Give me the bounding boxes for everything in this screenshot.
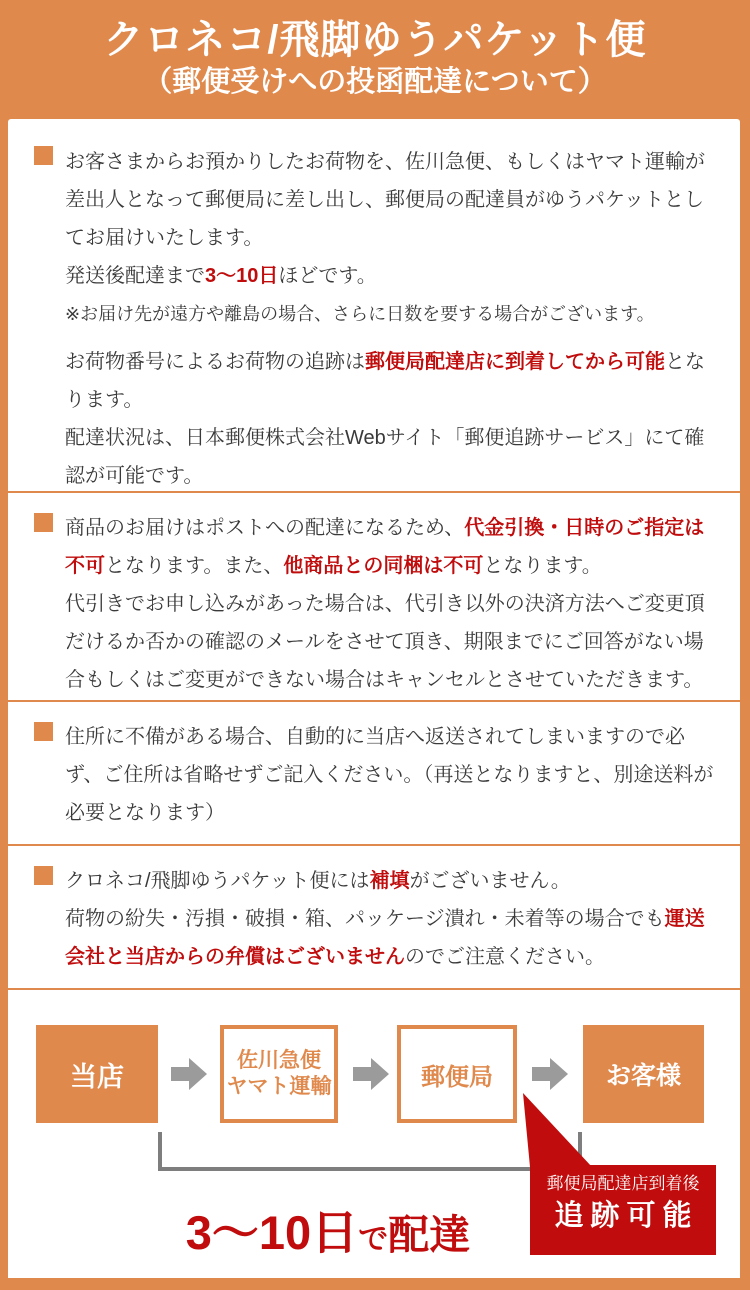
flow-box-customer bbox=[583, 1025, 704, 1123]
flow-box-label: 佐川急便 bbox=[237, 1049, 321, 1072]
flow-box-carriers bbox=[220, 1025, 338, 1123]
flow-box-shop bbox=[36, 1025, 158, 1123]
paragraph: 代引きでお申し込みがあった場合は、代引き以外の決済方法へご変更頂だけるか否かの確認のメールをさせて頂き、期限までにご回答がない場合もしくはご変更ができない場合はキャンセルとさせていただきます。 bbox=[65, 593, 705, 691]
paragraph: クロネコ/飛脚ゆうパケット便には補填がございません。 bbox=[65, 870, 571, 892]
bullet-square-icon bbox=[34, 866, 53, 885]
page-header bbox=[0, 0, 750, 119]
section-delivery-overview bbox=[8, 119, 740, 493]
bullet-square-icon bbox=[34, 513, 53, 532]
duration-bracket bbox=[158, 1132, 582, 1171]
bullet-square-icon bbox=[34, 722, 53, 741]
paragraph: 住所に不備がある場合、自動的に当店へ返送されてしまいますので必ず、ご住所は省略せずご記入ください。（再送となりますと、別途送料が必要となります） bbox=[65, 726, 714, 824]
right-arrow-icon bbox=[353, 1056, 389, 1092]
flow-box-post-office bbox=[397, 1025, 517, 1123]
paragraph: お荷物番号によるお荷物の追跡は郵便局配達店に到着してから可能となります。 bbox=[65, 351, 705, 411]
delivery-flow-diagram bbox=[8, 990, 740, 1278]
callout-line2: 追跡可能 bbox=[554, 1200, 699, 1232]
remote-area-note: ※お届け先が遠方や離島の場合、さらに日数を要する場合がございます。 bbox=[65, 304, 655, 324]
duration-label: 3〜10日で配達 bbox=[185, 1206, 471, 1259]
paragraph: 荷物の紛失・汚損・破損・箱、パッケージ潰れ・未着等の場合でも運送会社と当店からの弁償はございませんのでご注意ください。 bbox=[65, 908, 705, 968]
page-subtitle: （郵便受けへの投函配達について） bbox=[143, 66, 607, 98]
content-panel bbox=[8, 119, 740, 1278]
right-arrow-icon bbox=[532, 1056, 568, 1092]
section-no-compensation bbox=[8, 846, 740, 990]
tracking-callout bbox=[530, 1165, 716, 1255]
callout-line1: 郵便局配達店到着後 bbox=[546, 1174, 700, 1193]
flow-box-label: お客様 bbox=[605, 1062, 681, 1090]
section-post-restrictions bbox=[8, 493, 740, 702]
paragraph: 発送後配達まで3〜10日ほどです。 bbox=[65, 265, 377, 287]
right-arrow-icon bbox=[171, 1056, 207, 1092]
section-address bbox=[8, 702, 740, 846]
flow-box-label: 郵便局 bbox=[421, 1063, 493, 1091]
flow-box-label: ヤマト運輸 bbox=[226, 1075, 332, 1098]
bullet-square-icon bbox=[34, 146, 53, 165]
flow-box-label: 当店 bbox=[70, 1061, 124, 1092]
paragraph: 配達状況は、日本郵便株式会社Webサイト「郵便追跡サービス」にて確認が可能です。 bbox=[65, 427, 705, 487]
paragraph: お客さまからお預かりしたお荷物を、佐川急便、もしくはヤマト運輸が差出人となって郵便局に差し出し、郵便局の配達員がゆうパケットとしてお届けいたします。 bbox=[65, 151, 705, 249]
paragraph: 商品のお届けはポストへの配達になるため、代金引換・日時のご指定は不可となります。また、他商品との同梱は不可となります。 bbox=[65, 517, 705, 577]
page-title: クロネコ/飛脚ゆうパケット便 bbox=[103, 18, 647, 62]
